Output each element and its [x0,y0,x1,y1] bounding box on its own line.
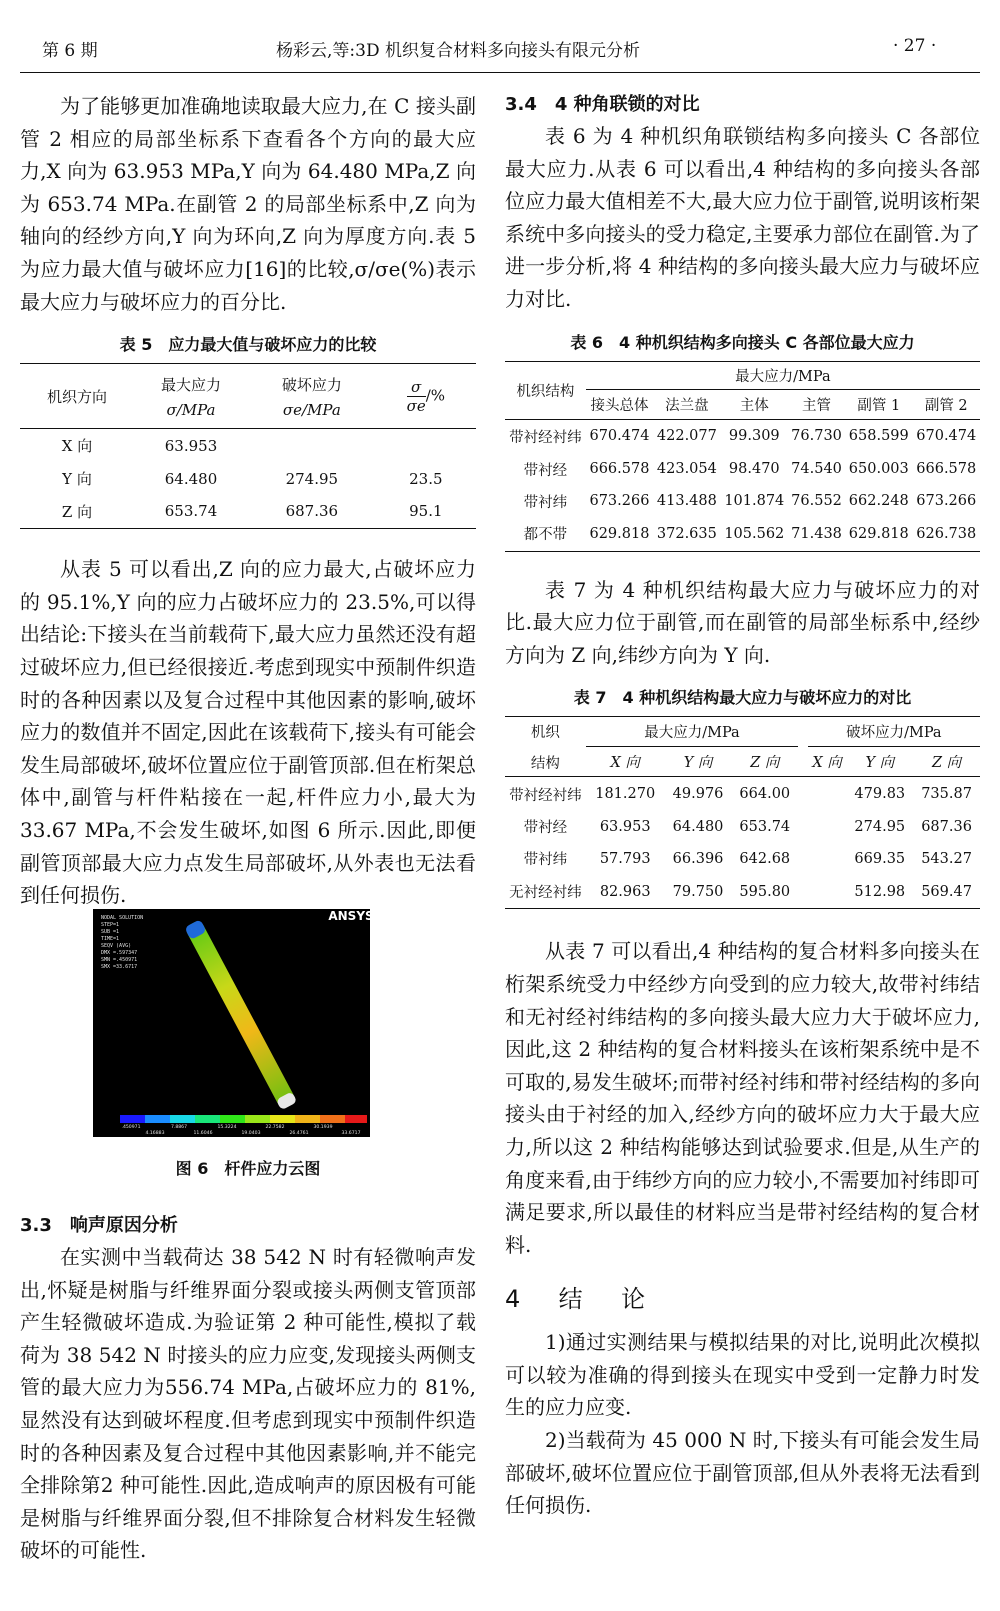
table6-col: 接头总体 [586,389,653,419]
table7-col: Y 向 [846,747,913,777]
table-row: 无衬经衬纬 82.963 79.750 595.80 512.98 569.47 [505,875,980,909]
table7-col: Z 向 [731,747,798,777]
solution-info [101,915,143,970]
info-line: DMX =.597347 [101,950,138,956]
header-rule [20,72,980,73]
table-row: 带衬经 666.578 423.054 98.470 74.540 650.003 666.578 [523,461,977,479]
info-line: STEP=1 [101,922,120,928]
table5-header-max: 最大应力 σ/MPa [134,364,248,429]
info-line: TIME=1 [101,936,120,942]
section-3-4-heading: 3.4 4 种角联锁的对比 [505,94,700,115]
table7-header-struct: 机织 结构 [505,717,586,777]
table-row: X 向 63.953 [61,436,218,456]
legend-tick: 4.16883 [145,1131,165,1136]
running-title: 杨彩云,等:3D 机织复合材料多向接头有限元分析 [276,41,640,61]
table6-caption: 表 6 4 种机织结构多向接头 C 各部位最大应力 [570,332,915,352]
info-line: NODAL SOLUTION [101,915,144,921]
page-number: · 27 · [893,36,937,56]
paragraph-intro: 为了能够更加准确地读取最大应力,在 C 接头副管 2 相应的局部坐标系下查看各个方向的最大应力,X 向为 63.953 MPa,Y 向为 64.480 MPa,Z 向为 653.74 MPa.在副管 2 的局部坐标系中,Z 向为轴向的经纱方向,Y 向为环向,Z 向为厚度方向.表 5 为应力最大值与破坏应力[16]的比较,σ/σe(%)表示最大应力与破坏应力的百分比. [20,94,476,314]
info-line: SMN =.450971 [101,957,138,963]
legend-tick: 22.7582 [265,1125,285,1130]
stress-contour-figure [93,909,370,1137]
paragraph-table5-analysis: 从表 5 可以看出,Z 向的应力最大,占破坏应力的 95.1%,Y 向的应力占破坏应力的 23.5%,可以得出结论:下接头在当前载荷下,最大应力虽然还没有超过破坏应力,但已经很接近.考虑到现实中预制件织造时的各种因素以及复合过程中其他因素的影响,破坏应力的数值并不固定,因此在该载荷下,接头有可能会发生局部破坏,破坏位置应位于副管顶部.但在桁架总体中,副管与杆件粘接在一起,杆件应力小,最大为 33.67 MPa,不会发生破坏,如图 6 所示.因此,即便副管顶部最大应力点发生局部破坏,从外表也无法看到任何损伤. [20,557,476,908]
table6-col: 副管 1 [845,389,912,419]
table-row: Z 向 653.74 687.36 95.1 [20,495,476,529]
legend-tick: 33.6717 [341,1131,361,1136]
legend-tick: 7.8867 [170,1125,188,1130]
table6-header-struct: 机织结构 [505,361,586,419]
issue-number: 第 6 期 [42,41,98,61]
table7-header-fail: 破坏应力/MPa [808,717,980,747]
table6-col: 主管 [788,389,845,419]
table5-header-dir: 机织方向 [20,364,134,429]
paragraph-noise-cause: 在实测中当载荷达 38 542 N 时有轻微响声发出,怀疑是树脂与纤维界面分裂或接头两侧支管顶部产生轻微破坏造成.为验证第 2 种可能性,模拟了载荷为 38 542 N 时接头的应力应变,发现接头两侧支管的最大应力为556.74 MPa,占破坏应力的 81%,显然没有达到破坏程度.但考虑到现实中预制件织造时的各种因素及复合过程中其他因素影响,并不能完全排除第2 种可能性.因此,造成响声的原因极有可能是树脂与纤维界面分裂,但不排除复合材料发生轻微破坏的可能性. [20,1245,476,1563]
right-column [505,90,980,1522]
info-line: SEQV (AVG) [101,943,132,949]
rod-member [184,919,297,1110]
paragraph-table7-intro: 表 7 为 4 种机织结构最大应力与破坏应力的对比.最大应力位于副管,而在副管的局部坐标系中,经纱方向为 Z 向,纬纱方向为 Y 向. [505,577,980,667]
legend-tick: .450971 [121,1125,141,1130]
table7 [505,716,980,909]
legend-labels [122,1124,361,1136]
info-line: SUB =1 [101,929,120,935]
left-column [20,90,476,912]
legend-tick: 19.0403 [241,1131,261,1136]
figure6-caption: 图 6 杆件应力云图 [175,1159,321,1178]
table7-col: X 向 [586,747,665,777]
ansys-logo: ANSYS [328,909,370,923]
table-row: Y 向 64.480 274.95 23.5 [62,469,443,489]
table-row: 带衬纬 673.266 413.488 101.874 76.552 662.248 673.266 [523,493,977,511]
table7-col: Z 向 [913,747,980,777]
table6 [505,361,980,552]
legend-tick: 26.4761 [289,1131,309,1136]
section-3-3-heading: 3.3 响声原因分析 [20,1215,178,1236]
legend-tick: 15.3224 [217,1125,237,1130]
table7-caption: 表 7 4 种机织结构最大应力与破坏应力的对比 [573,688,912,708]
table7-col: Y 向 [665,747,732,777]
table6-col: 主体 [721,389,788,419]
table7-header-max: 最大应力/MPa [586,717,798,747]
section-4-heading: 4 结 论 [505,1285,653,1314]
table-row: 带衬经衬纬 670.474 422.077 99.309 76.730 658.599 670.474 [509,428,977,446]
table-row: 带衬经衬纬 181.270 49.976 664.00 479.83 735.87 [509,786,972,804]
figure6-block [20,1156,476,1567]
table7-col: X 向 [808,747,847,777]
contour-legend [120,1115,367,1123]
conclusion-1: 1)通过实测结果与模拟结果的对比,说明此次模拟可以较为准确的得到接头在现实中受到一定静力时发生的应力应变. [505,1330,980,1420]
paragraph-four-structures: 表 6 为 4 种机织角联锁结构多向接头 C 各部位最大应力.从表 6 可以看出,4 种结构的多向接头各部位应力最大值相差不大,最大应力位于副管,说明该桁架系统中多向接头的受力稳定,主要承力部位在副管.为了进一步分析,将 4 种结构的多向接头最大应力与破坏应力对比. [505,124,980,311]
table5-header-ratio: $\frac{\sigma}{\sigma e}$ /% [376,364,476,429]
table5 [20,363,476,529]
paragraph-table7-analysis: 从表 7 可以看出,4 种结构的复合材料多向接头在桁架系统受力中经纱方向受到的应力较大,故带衬纬结和无衬经衬纬结构的多向接头最大应力大于破坏应力,因此,这 2 种结构的复合材料接头在该桁架系统中是不可取的,易发生破坏;而带衬经衬纬和带衬经结构的多向接头由于衬经的加入,经纱方向的破坏应力大于最大应力,所以这 2 种结构能够达到试验要求.但是,从生产的角度来看,由于纬纱方向的应力较小,不需要加衬纬即可满足要求,所以最佳的材料应当是带衬经结构的复合材料. [505,939,980,1257]
stress-contour-plot [93,909,370,1137]
table5-caption: 表 5 应力最大值与破坏应力的比较 [119,335,377,355]
info-line: SMX =33.6717 [101,964,138,970]
table6-header-group: 最大应力/MPa [586,361,980,389]
table-row: 都不带 629.818 372.635 105.562 71.438 629.818 626.738 [505,517,980,551]
table-row: 带衬纬 57.793 66.396 642.68 669.35 543.27 [523,850,972,869]
legend-tick: 11.6046 [193,1131,213,1136]
table6-col: 法兰盘 [653,389,720,419]
table-row: 带衬经 63.953 64.480 653.74 274.95 687.36 [523,818,972,837]
table5-header-fail: 破坏应力 σe/MPa [248,364,376,429]
table6-col: 副管 2 [913,389,981,419]
legend-tick: 30.1939 [313,1125,333,1130]
conclusion-2: 2)当载荷为 45 000 N 时,下接头有可能会发生局部破坏,破坏位置应位于副管顶部,但从外表将无法看到任何损伤. [505,1428,980,1518]
